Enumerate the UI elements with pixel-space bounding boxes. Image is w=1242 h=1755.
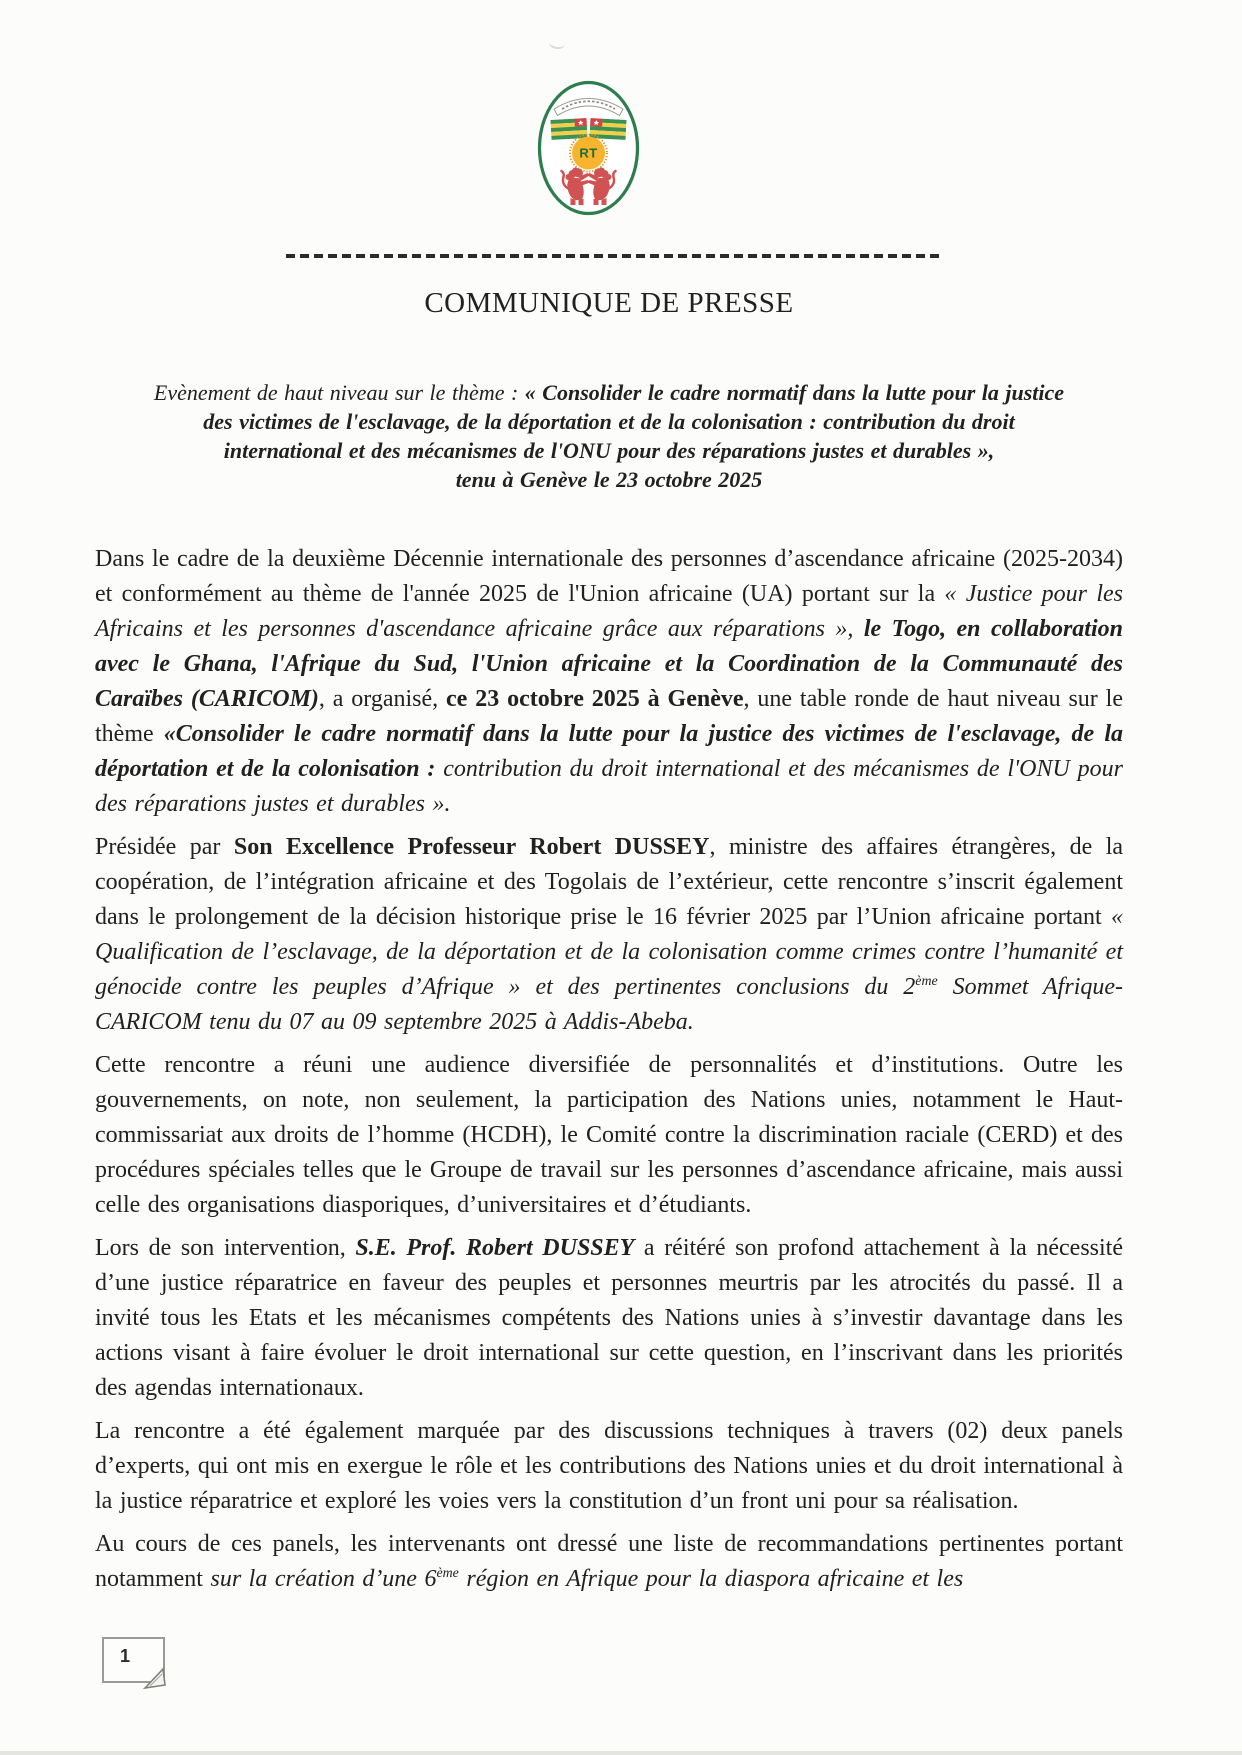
logo-rt-monogram: RT — [579, 145, 598, 161]
togo-coat-of-arms — [536, 78, 641, 218]
paragraph-1: Dans le cadre de la deuxième Décennie internationale des personnes d’ascendance africaine (2025-2034) et conformément au thème de l'année 2025 de l'Union africaine (UA) portant sur la « Justice pour les Africains et les personnes d'ascendance africaine grâce aux réparations », le Togo, en collaboration avec le Ghana, l'Afrique du Sud, l'Union africaine et la Coordination de la Communauté des Caraïbes (CARICOM), a organisé, ce 23 octobre 2025 à Genève, une table ronde de haut niveau sur le thème «Consolider le cadre normatif dans la lutte pour la justice des victimes de l'esclavage, de la déportation et de la colonisation : contribution du droit international et des mécanismes de l'ONU pour des réparations justes et durables ». — [95, 546, 1124, 817]
scan-artifact-mark — [548, 37, 565, 50]
paragraph-2: Présidée par Son Excellence Professeur Robert DUSSEY, ministre des affaires étrangères, de la coopération, de l’intégration africaine et des Togolais de l’extérieur, cette rencontre s’inscrit également dans le prolongement de la décision historique prise le 16 février 2025 par l’Union africaine portant « Qualification de l’esclavage, de la déportation et de la colonisation comme crimes contre l’humanité et génocide contre les peuples d’Afrique » et des pertinentes conclusions du 2ème Sommet Afrique-CARICOM tenu du 07 au 09 septembre 2025 à Addis-Abeba. — [95, 834, 1124, 1035]
paragraph-5: La rencontre a été également marquée par des discussions techniques à travers (02) deux panels d’experts, qui ont mis en exergue le rôle et les contributions des Nations unies et du droit international à la justice réparatrice et exploré les voies vers la constitution d’un front uni pour sa réalisation. — [95, 1418, 1123, 1514]
togo-coat-of-arms-icon — [536, 78, 641, 218]
document-subtitle: Evènement de haut niveau sur le thème : « Consolider le cadre normatif dans la lutte pour la justice des victimes de l'esclavage, de la déportation et de la colonisation : contribution du droit international et des mécanismes de l'ONU pour des réparations justes et durables », tenu à Genève le 23 octobre 2025 — [153, 380, 1065, 492]
folded-corner-icon — [142, 1665, 168, 1691]
togo-flag-left — [551, 118, 588, 140]
press-release-body — [95, 542, 1123, 1597]
document-title: COMMUNIQUE DE PRESSE — [424, 287, 794, 319]
scan-bottom-edge — [0, 1751, 1242, 1755]
page-number-stamp — [102, 1637, 165, 1683]
paragraph-3: Cette rencontre a réuni une audience diversifiée de personnalités et d’institutions. Outre les gouvernements, on note, non seulement, la participation des Nations unies, notamment le Haut-commissariat aux droits de l’homme (HCDH), le Comité contre la discrimination raciale (CERD) et des procédures spéciales telles que le Groupe de travail sur les personnes d’ascendance africaine, mais aussi celle des organisations diasporiques, d’universitaires et d’étudiants. — [95, 1052, 1123, 1218]
paragraph-6: Au cours de ces panels, les intervenants ont dressé une liste de recommandations pertinentes portant notamment sur la création d’une 6ème région en Afrique pour la diaspora africaine et les — [95, 1531, 1123, 1592]
page-number: 1 — [120, 1646, 131, 1666]
dashed-separator — [286, 254, 944, 258]
paragraph-4: Lors de son intervention, S.E. Prof. Robert DUSSEY a réitéré son profond attachement à la nécessité d’une justice réparatrice en faveur des peuples et personnes meurtris par les atrocités du passé. Il a invité tous les Etats et les mécanismes compétents des Nations unies à s’investir davantage dans les actions visant à faire évoluer le droit international sur cette question, en l’inscrivant dans les priorités des agendas internationaux. — [95, 1235, 1124, 1401]
